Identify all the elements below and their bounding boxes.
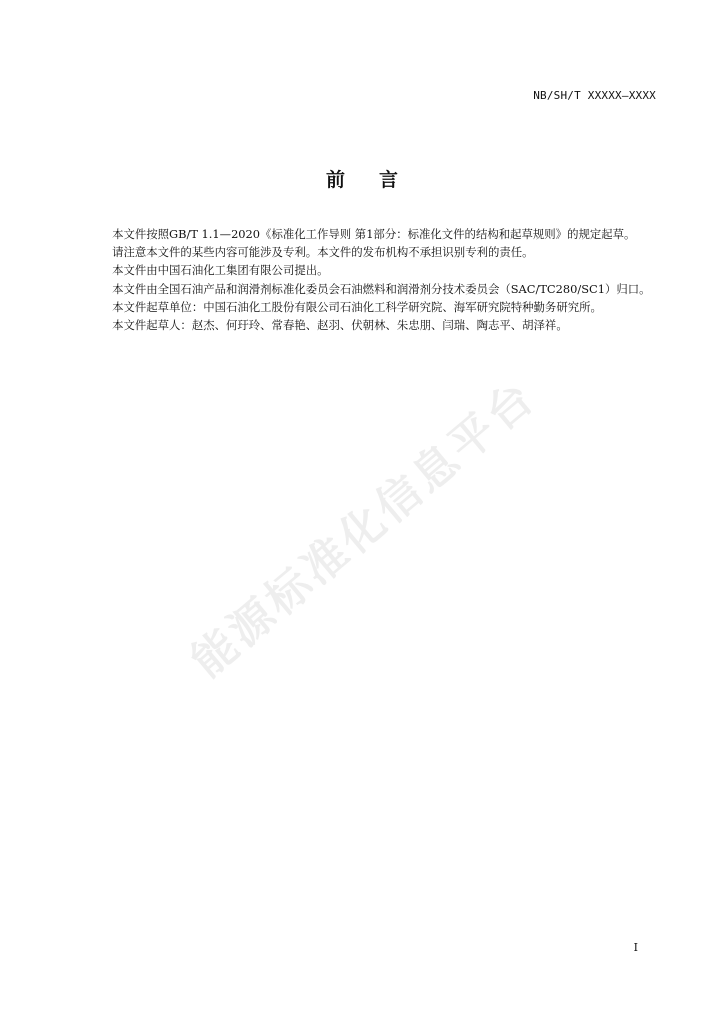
paragraph-under-jurisdiction: 本文件由全国石油产品和润滑剂标准化委员会石油燃料和润滑剂分技术委员会（SAC/TC280/SC1）归口。 xyxy=(112,281,651,296)
document-code: NB/SH/T XXXXX—XXXX xyxy=(533,89,656,102)
paragraph-drafters: 本文件起草人：赵杰、何玗玲、常春艳、赵羽、伏朝林、朱忠朋、闫瑞、陶志平、胡泽祥。 xyxy=(112,318,568,333)
paragraph-patent-notice: 请注意本文件的某些内容可能涉及专利。本文件的发布机构不承担识别专利的责任。 xyxy=(112,245,534,260)
watermark: 能源标准化信息平台 xyxy=(182,370,546,688)
foreword-body xyxy=(87,225,659,334)
paragraph-drafting-units: 本文件起草单位：中国石油化工股份有限公司石油化工科学研究院、海军研究院特种勤务研究所。 xyxy=(112,299,602,314)
page-title: 前言 xyxy=(325,169,432,191)
page-number: I xyxy=(633,941,638,954)
paragraph-drafting-rules: 本文件按照GB/T 1.1—2020《标准化工作导则 第1部分：标准化文件的结构和起草规则》的规定起草。 xyxy=(112,227,636,241)
paragraph-proposed-by: 本文件由中国石油化工集团有限公司提出。 xyxy=(112,263,329,278)
